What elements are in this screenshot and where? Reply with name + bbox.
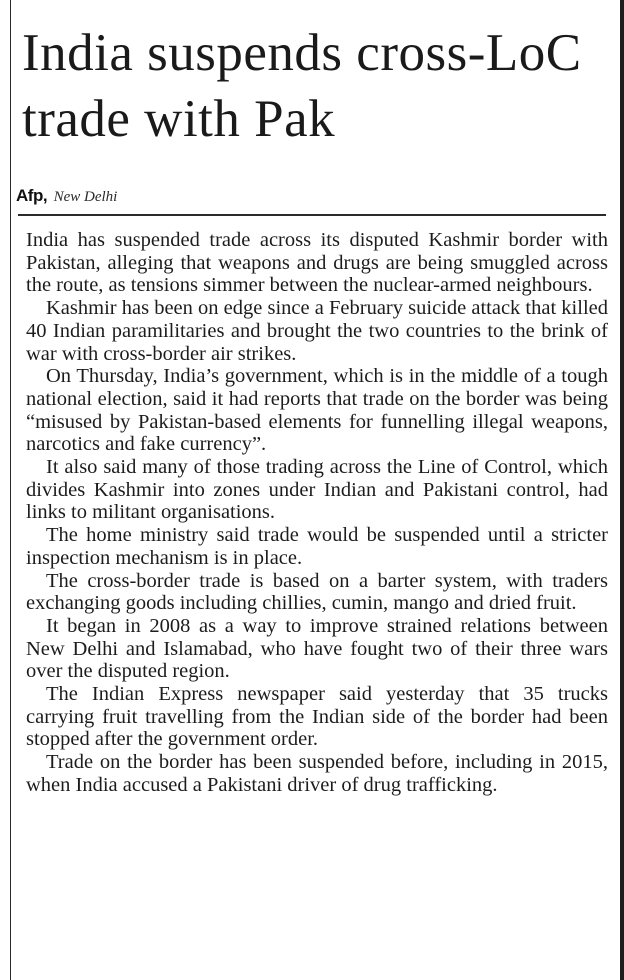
paragraph: It began in 2008 as a way to improve strained relations between New Delhi and Islamabad, who have fought two of their three wars over the disputed region. (26, 614, 608, 683)
paragraph: Trade on the border has been suspended before, including in 2015, when India accused a Pakistani driver of drug trafficking. (26, 751, 608, 796)
paragraph: India has suspended trade across its disputed Kashmir border with Pakistan, alleging that weapons and drugs are being smuggled across the route, as tensions simmer between the nuclear-armed neighbours. (26, 229, 608, 297)
byline-separator: , (42, 186, 48, 205)
byline-divider (18, 214, 606, 216)
paragraph: The Indian Express newspaper said yesterday that 35 trucks carrying fruit travelling from the Indian side of the border had been stopped after the government order. (26, 683, 608, 751)
article-headline: India suspends cross-LoC trade with Pak (22, 24, 582, 148)
paragraph: The home ministry said trade would be suspended until a stricter inspection mechanism is in place. (26, 524, 608, 569)
article-body (26, 229, 608, 797)
byline (16, 186, 117, 208)
clipping-left-edge (10, 0, 11, 980)
paragraph: Kashmir has been on edge since a February suicide attack that killed 40 Indian paramilitaries and brought the two countries to the brink of war with cross-border air strikes. (26, 297, 608, 365)
paragraph: It also said many of those trading across the Line of Control, which divides Kashmir into zones under Indian and Pakistani control, had links to militant organisations. (26, 456, 608, 524)
news-agency: Afp (16, 186, 43, 205)
paragraph: The cross-border trade is based on a barter system, with traders exchanging goods including chillies, cumin, mango and dried fruit. (26, 569, 608, 615)
clipping-right-edge (620, 0, 624, 980)
dateline: New Delhi (53, 189, 118, 205)
paragraph: On Thursday, India’s government, which is in the middle of a tough national election, said it had reports that trade on the border was being “misused by Pakistan-based elements for funnelling illegal weapons, narcotics and fake currency”. (26, 365, 608, 456)
